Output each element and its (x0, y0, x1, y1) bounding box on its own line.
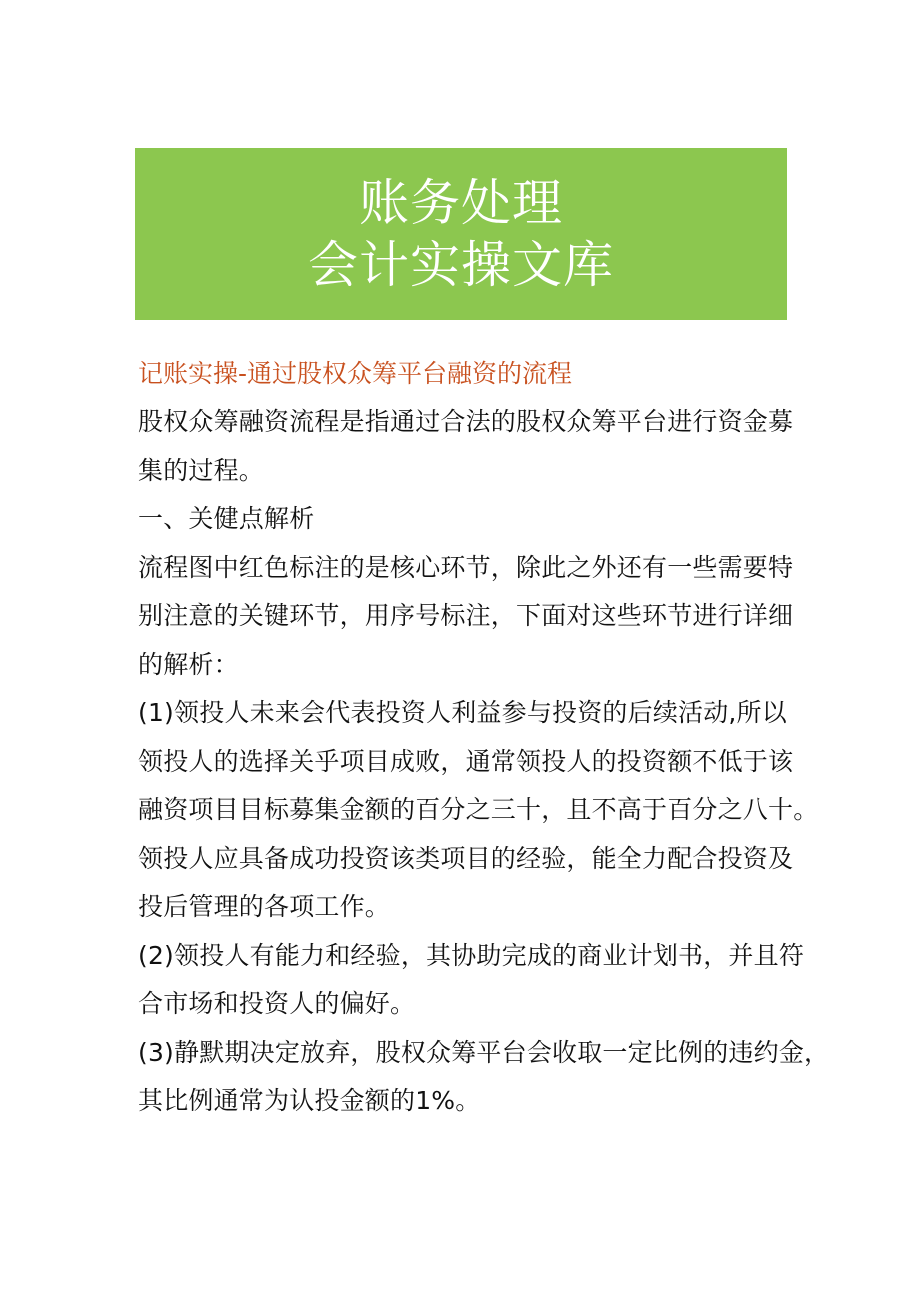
text-line: 融资项目目标募集金额的百分之三十，且不高于百分之八十。 (138, 795, 819, 824)
paragraph-intro (138, 398, 798, 495)
header-banner (135, 148, 787, 320)
text-line: 领投人的选择关乎项目成败，通常领投人的投资额不低于该 (138, 746, 794, 776)
paragraph-item-1 (138, 689, 819, 932)
paragraph-item-2 (138, 932, 805, 1029)
text-line: 一、关健点解析 (138, 504, 315, 533)
text-line: 其比例通常为认投金额的1%。 (138, 1086, 481, 1115)
text-line: 投后管理的各项工作。 (138, 892, 391, 921)
text-line: 合市场和投资人的偏好。 (138, 989, 416, 1018)
section-heading (138, 495, 798, 544)
paragraph-item-3 (138, 1029, 830, 1126)
banner-title-line1: 账务处理 (359, 174, 563, 232)
text-line: 股权众筹融资流程是指通过合法的股权众筹平台进行资金募 (138, 407, 794, 436)
text-line: (3)静默期决定放弃，股权众筹平台会收取一定比例的违约金， (138, 1037, 830, 1067)
paragraph-flowchart-note (138, 544, 798, 690)
text-line: (2)领投人有能力和经验，其协助完成的商业计划书，并且符 (138, 940, 805, 970)
banner-title-line2: 会计实操文库 (308, 236, 614, 294)
document-title: 记账实操-通过股权众筹平台融资的流程 (138, 359, 573, 388)
text-line: 别注意的关键环节，用序号标注，下面对这些环节进行详细 (138, 601, 794, 630)
text-line: 领投人应具备成功投资该类项目的经验，能全力配合投资及 (138, 843, 794, 873)
text-line: 集的过程。 (138, 455, 265, 485)
text-line: (1)领投人未来会代表投资人利益参与投资的后续活动,所以 (138, 698, 787, 727)
document-body (138, 352, 830, 1126)
text-line: 的解析： (138, 649, 239, 679)
text-line: 流程图中红色标注的是核心环节，除此之外还有一些需要特 (138, 552, 794, 582)
